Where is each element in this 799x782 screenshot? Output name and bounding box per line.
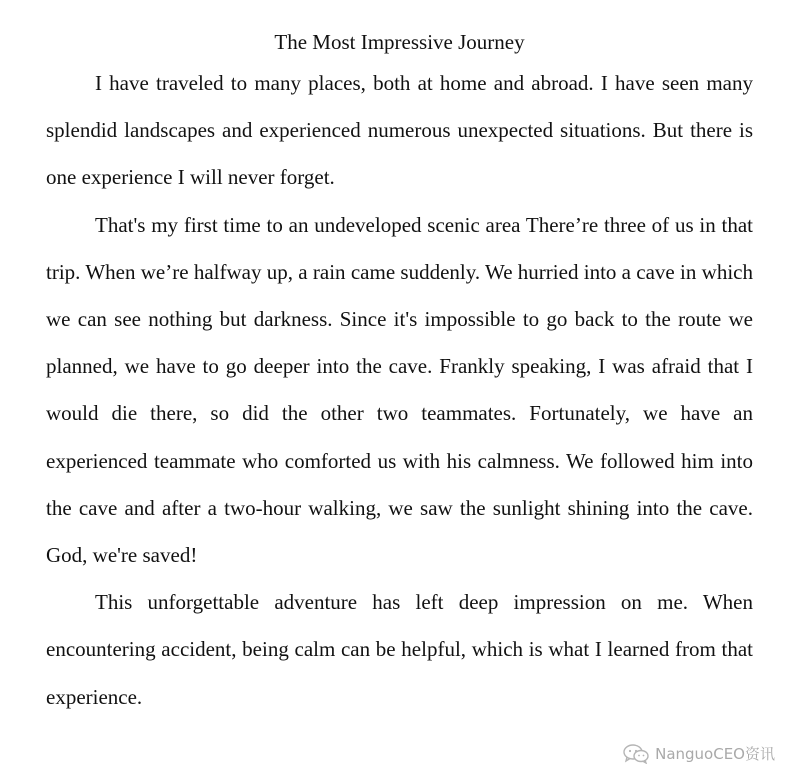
document-title: The Most Impressive Journey [274, 30, 525, 54]
watermark [623, 743, 775, 764]
paragraph-1: I have traveled to many places, both at home and abroad. I have seen many splendid landscapes and experienced numerous unexpected situations. But there is one experience I will never forget. [46, 71, 753, 190]
paragraph-2: That's my first time to an undeveloped scenic area There’re three of us in that trip. When we’re halfway up, a rain came suddenly. We hurried into a cave in which we can see nothing but darkness. Since it's impossible to go back to the route we planned, we have to go deeper into the cave. Frankly speaking, I was afraid that I would die there, so did the other two teammates. Fortunately, we have an experienced teammate who comforted us with his calmness. We followed him into the cave and after a two-hour walking, we saw the sunlight shining into the cave. God, we're saved! [46, 212, 753, 568]
document-page [46, 24, 753, 721]
watermark-text: NanguoCEO资讯 [655, 745, 775, 763]
wechat-icon [623, 744, 649, 764]
paragraph-3: This unforgettable adventure has left deep impression on me. When encountering accident, being calm can be helpful, which is what I learned from that experience. [46, 590, 753, 709]
